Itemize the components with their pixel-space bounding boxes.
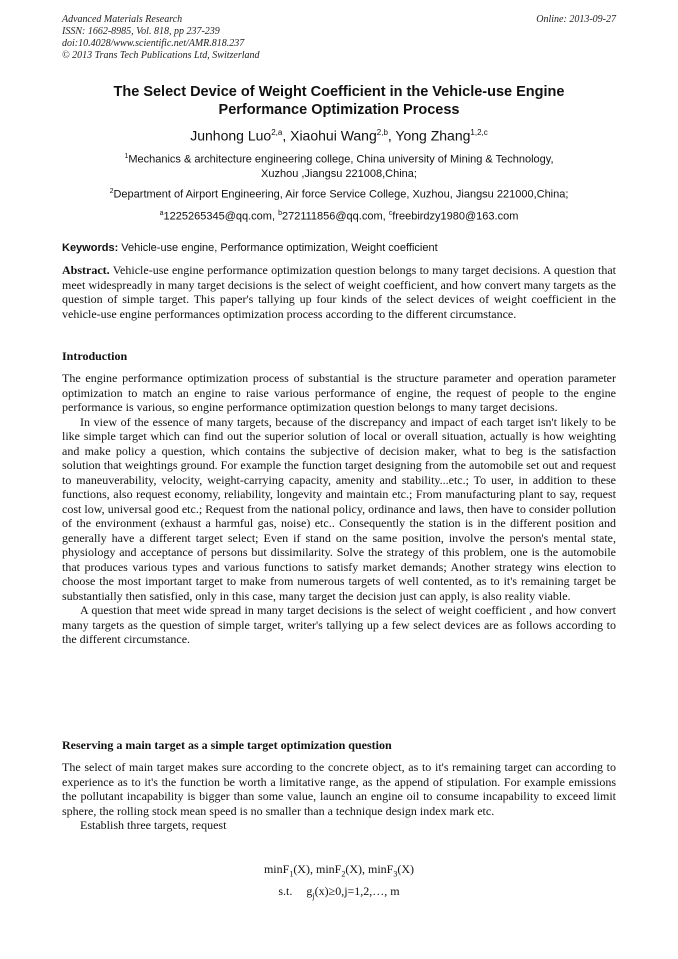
email-c: freebirdzy1980@163.com (392, 210, 519, 223)
author-1: Junhong Luo (190, 127, 272, 144)
author-sep: , (387, 127, 396, 144)
section-heading-introduction: Introduction (62, 349, 128, 363)
eq-sub: j (312, 891, 315, 901)
author-sep: , (282, 127, 291, 144)
eq-term: (x)≥0,j=1,2,…, m (314, 884, 400, 898)
abstract-text: Vehicle-use engine performance optimization question belongs to many target decisions. A question that meet widespreadly in many target decisions is the select of weight coefficient, and how convert many targets as the question of simple target. This paper's tallying up four kinds of the select devices of weight coefficient in the vehicle-use engine performances optimization process according to the different circumstance. (62, 263, 616, 321)
journal-copyright: © 2013 Trans Tech Publications Ltd, Switzerland (62, 50, 260, 61)
keywords-text: Vehicle-use engine, Performance optimization, Weight coefficient (118, 242, 438, 254)
author-2: Xiaohui Wang (290, 127, 377, 144)
affiliation-2-mark: 2 (109, 188, 114, 195)
affiliation-1 (62, 150, 616, 181)
section-main-target-body (62, 760, 616, 833)
email-b-mark: b (278, 210, 282, 217)
eq-term: g (306, 884, 313, 898)
affiliation-2-text: Department of Airport Engineering, Air force Service College, Xuzhou, Jiangsu 221000,China; (113, 188, 569, 201)
section2-paragraph-1: The select of main target makes sure according to the concrete object, as to it's remaining target can according to experience as to it's the function be worth a limitative range, as the append of stipulation. For example emissions the pollutant incapability is bigger than some value, launch an engine oil to consume incapability to exceed limit sphere, the rolling stock mean speed is no smaller than a technique design index mark etc. (62, 760, 616, 818)
eq-term: minF (263, 862, 290, 876)
email-b: 272111856@qq.com, (281, 210, 389, 223)
intro-paragraph-1: The engine performance optimization process of substantial is the structure parameter and operation parameter optimization to match an engine to raise various performance of engine, the request of people to the engine performance is various, so engine performance optimization question belongs to many target decisions. (62, 371, 616, 414)
abstract-label: Abstract. (62, 263, 110, 277)
introduction-body (62, 371, 616, 647)
section-heading-main-target: Reserving a main target as a simple target optimization question (62, 738, 392, 752)
title-line-1: The Select Device of Weight Coefficient in the Vehicle-use Engine (113, 84, 565, 100)
author-1-affil: 2,a (271, 128, 283, 137)
keywords-label: Keywords: (62, 242, 119, 254)
intro-paragraph-2: In view of the essence of many targets, because of the discrepancy and impact of each target isn't likely to be like simple target which can find out the superior solution of local or overall situation, actually is how weighting and make policy a question, which contains the subjective of decision maker, what to beg is the satisfaction solution that weightings ground. For example the function target designing from the automobile set out and request to maneuverability, velocity, weight-carrying capacity, amenity and stability...etc.; To user, in addition to these functions, also request economy, reliability, longevity and maintain etc.; From manufacturing plant to say, request cost low, universal good etc.; Request from the national policy, ordinance and laws, then have to consider pollution of the environment (exhaust a harmful gas, noise) etc.. Consequently the station is in the different position and generally have a different target select; Even if stand on the same position, involve the person's mental state, physiology and acceptance of persons but dissimilarity. Solve the strategy of this problem, one is the automobile that produces various types and various functions to satisfy market demands; Another strategy wins election to choose the most important target to make from numerous targets of well contented, as to it's remaining target be substantially then satisfied, only in this case, many target the decision just can apply, is also reality viable. (62, 414, 616, 603)
eq-term: (X), (293, 862, 316, 876)
eq-term: minF (368, 862, 394, 876)
affiliation-1-line-2: Xuzhou ,Jiangsu 221008,China; (261, 167, 417, 180)
eq-sub: 1 (289, 869, 294, 879)
eq-sub: 2 (341, 869, 346, 879)
section2-paragraph-2: Establish three targets, request (80, 818, 227, 832)
online-date: Online: 2013-09-27 (536, 14, 616, 25)
eq-sub: 3 (393, 869, 398, 879)
abstract (62, 263, 616, 321)
eq-term: (X), (345, 862, 368, 876)
email-a-mark: a (159, 210, 164, 217)
eq-term: (X) (397, 862, 415, 876)
equation-objectives (0, 862, 678, 881)
author-3-affil: 1,2,c (470, 128, 488, 137)
eq-term: minF (315, 862, 342, 876)
journal-header (62, 14, 260, 62)
email-list (62, 207, 616, 224)
keywords (62, 241, 616, 255)
author-list (62, 124, 616, 145)
journal-name: Advanced Materials Research (62, 14, 183, 25)
email-c-mark: c (388, 210, 393, 217)
intro-paragraph-3: A question that meet wide spread in many target decisions is the select of weight coefficient , and how convert many targets as the question of simple target, writer's tallying up a few select devices are as follows according to the different circumstance. (62, 603, 616, 646)
journal-doi: doi:10.4028/www.scientific.net/AMR.818.237 (62, 38, 245, 49)
affiliation-2 (62, 185, 616, 202)
equation-constraint (0, 884, 678, 903)
author-2-affil: 2,b (376, 128, 388, 137)
affiliation-1-mark: 1 (124, 153, 129, 160)
journal-issn: ISSN: 1662-8985, Vol. 818, pp 237-239 (62, 26, 220, 37)
title-line-2: Performance Optimization Process (218, 102, 460, 118)
eq-subject-to: s.t. (278, 884, 293, 898)
paper-title (62, 83, 616, 119)
author-3: Yong Zhang (395, 127, 471, 144)
email-a: 1225265345@qq.com, (163, 210, 279, 223)
affiliation-1-line-1: Mechanics & architecture engineering college, China university of Mining & Technology, (128, 153, 554, 166)
